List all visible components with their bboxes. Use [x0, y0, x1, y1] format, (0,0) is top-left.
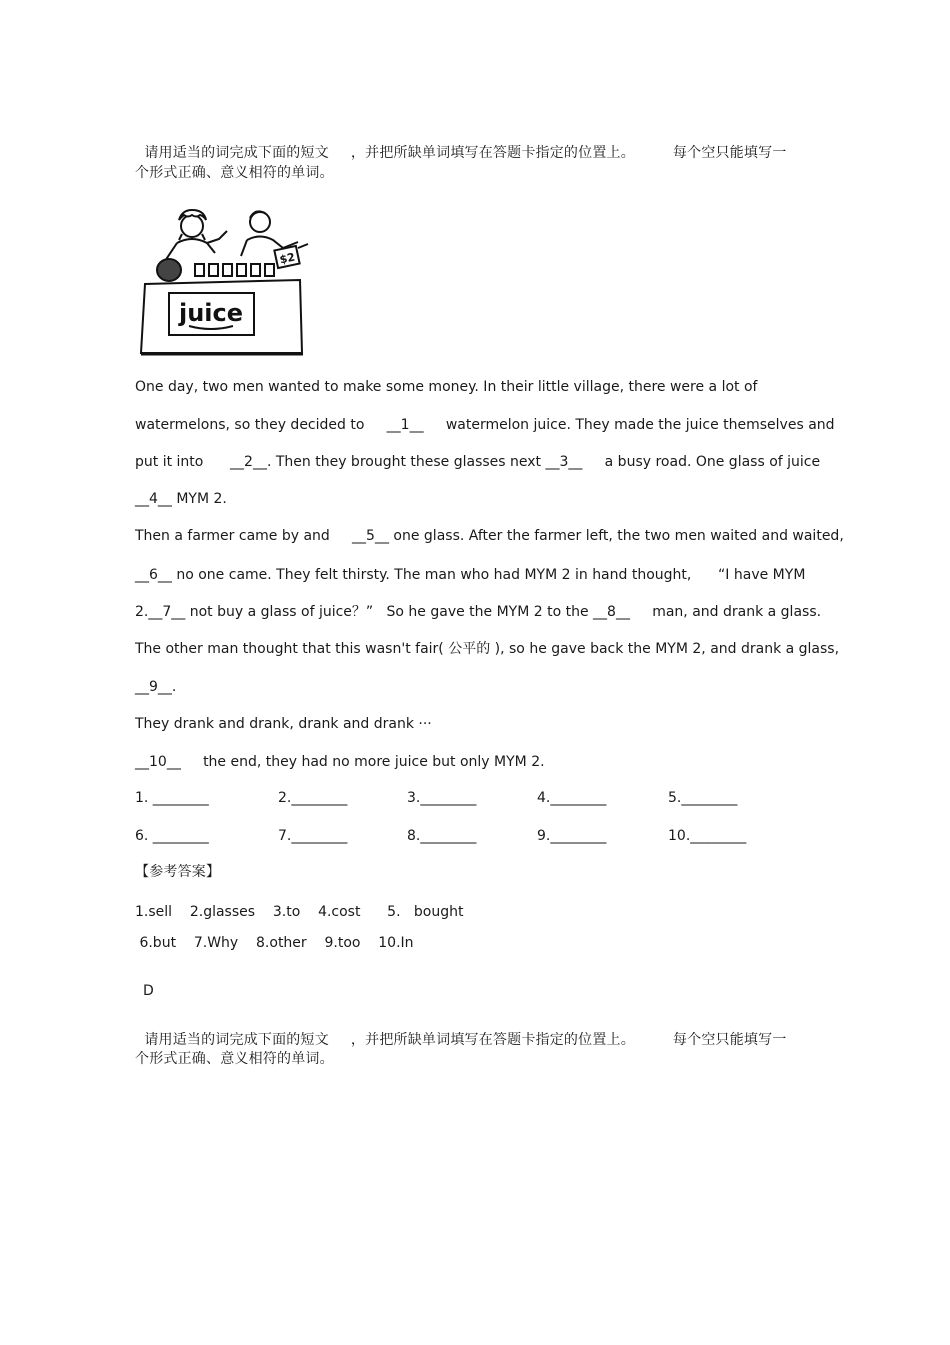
- answer-blank[interactable]: 9.________: [537, 828, 607, 844]
- instruction-line-1: [135, 126, 787, 162]
- passage-line-9: __9__.: [135, 679, 177, 695]
- juice-stand-illustration: [137, 198, 312, 358]
- answer-blank[interactable]: 3.________: [407, 790, 477, 806]
- reference-answers-line-1: 1.sell 2.glasses 3.to 4.cost 5. bought: [135, 904, 464, 920]
- passage-line-7: 2.__7__ not buy a glass of juice？” So he gave the MYM 2 to the __8__ man, and drank a glass.: [135, 604, 822, 620]
- answer-blank[interactable]: 8.________: [407, 828, 477, 844]
- section-letter: D: [143, 983, 154, 999]
- instruction-part-a: 请用适当的词完成下面的短文: [144, 145, 329, 161]
- answer-blank[interactable]: 10.________: [668, 828, 747, 844]
- passage-line-2: watermelons, so they decided to __1__ watermelon juice. They made the juice themselves and: [135, 417, 835, 433]
- answer-blank[interactable]: 7.________: [278, 828, 348, 844]
- instruction2-part-b: ，并把所缺单词填写在答题卡指定的位置上。: [350, 1032, 635, 1048]
- reference-answers-line-2: 6.but 7.Why 8.other 9.too 10.In: [135, 935, 414, 951]
- instruction-line-2: 个形式正确、意义相符的单词。: [135, 165, 334, 181]
- answer-blank[interactable]: 6. ________: [135, 828, 209, 844]
- passage-line-1: One day, two men wanted to make some money. In their little village, there were a lot of: [135, 379, 758, 395]
- passage-line-5: Then a farmer came by and __5__ one glass. After the farmer left, the two men waited and waited,: [135, 528, 844, 544]
- price-tag-text: $2: [278, 250, 297, 267]
- instruction2-line-2: 个形式正确、意义相符的单词。: [135, 1051, 334, 1067]
- passage-line-8: The other man thought that this wasn't fair( 公平的 ), so he gave back the MYM 2, and drank a glass,: [135, 641, 840, 657]
- instruction-part-c: 每个空只能填写一: [672, 145, 787, 161]
- instruction2-part-a: 请用适当的词完成下面的短文: [144, 1032, 329, 1048]
- instruction2-part-c: 每个空只能填写一: [672, 1032, 787, 1048]
- answer-blank[interactable]: 2.________: [278, 790, 348, 806]
- instruction-part-b: ，并把所缺单词填写在答题卡指定的位置上。: [350, 145, 635, 161]
- juice-sign-text: juice: [178, 299, 244, 327]
- answer-blank[interactable]: 4.________: [537, 790, 607, 806]
- passage-line-3: put it into __2__. Then they brought these glasses next __3__ a busy road. One glass of juice: [135, 454, 821, 470]
- reference-heading: 【参考答案】: [135, 864, 221, 880]
- passage-line-11: __10__ the end, they had no more juice but only MYM 2.: [135, 754, 545, 770]
- passage-line-4: __4__ MYM 2.: [135, 491, 227, 507]
- passage-line-10: They drank and drank, drank and drank ···: [135, 716, 432, 732]
- answer-blank[interactable]: 1. ________: [135, 790, 209, 806]
- instruction2-line-1: [135, 1013, 787, 1049]
- answer-blank[interactable]: 5.________: [668, 790, 738, 806]
- passage-line-6: __6__ no one came. They felt thirsty. The man who had MYM 2 in hand thought, “I have MYM: [135, 567, 806, 583]
